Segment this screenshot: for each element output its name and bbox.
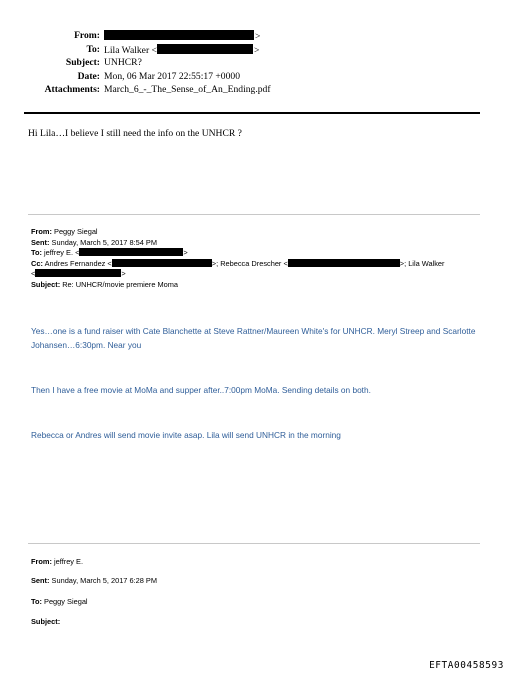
last-from-row bbox=[31, 557, 83, 566]
header-to-row bbox=[0, 44, 512, 58]
fwd-cc-cont-row bbox=[31, 269, 491, 280]
fwd-from-row bbox=[31, 227, 491, 238]
to-label: To: bbox=[86, 43, 100, 55]
redaction-bar bbox=[104, 30, 254, 40]
from-label: From: bbox=[74, 30, 100, 41]
body-paragraph-1: Yes…one is a fund raiser with Cate Blanchette at Steve Rattner/Maureen White's for UNHCR. Meryl Streep and Scarlotte Johansen…6:30pm. Near you bbox=[31, 326, 476, 350]
fwd-subject-label: Subject: bbox=[31, 279, 61, 289]
header-attachments-row bbox=[0, 84, 512, 98]
date-value: Mon, 06 Mar 2017 22:55:17 +0000 bbox=[104, 70, 240, 82]
attachment-name: March_6_-_The_Sense_of_An_Ending.pdf bbox=[104, 84, 271, 95]
fwd-cc-name-4: < bbox=[31, 269, 36, 279]
body-paragraph-3: Rebecca or Andres will send movie invite asap. Lila will send UNHCR in the morning bbox=[31, 430, 341, 440]
from-value bbox=[104, 30, 260, 42]
email-header bbox=[0, 30, 512, 98]
last-sent-label: Sent: bbox=[31, 576, 50, 585]
angle-bracket: > bbox=[255, 31, 261, 42]
fwd-sent-value: Sunday, March 5, 2017 8:54 PM bbox=[51, 237, 157, 247]
header-subject-row bbox=[0, 57, 512, 71]
last-subject-row bbox=[31, 617, 60, 626]
redaction-bar bbox=[112, 259, 212, 267]
last-to-row bbox=[31, 597, 88, 606]
fwd-sent-row bbox=[31, 238, 491, 249]
header-date-row bbox=[0, 71, 512, 85]
to-value bbox=[104, 44, 259, 56]
last-from-value: jeffrey E. bbox=[54, 557, 84, 566]
fwd-to-row bbox=[31, 248, 491, 259]
last-subject-label: Subject: bbox=[31, 617, 61, 626]
redaction-bar bbox=[79, 248, 183, 256]
header-from-row bbox=[0, 30, 512, 44]
redaction-bar bbox=[157, 44, 253, 54]
body-paragraph-2: Then I have a free movie at MoMa and supper after..7:00pm MoMa. Sending details on both. bbox=[31, 385, 371, 395]
header-divider bbox=[24, 112, 480, 114]
fwd-from-value: Peggy Siegal bbox=[54, 227, 98, 236]
section-divider bbox=[28, 543, 480, 544]
fwd-sent-label: Sent: bbox=[31, 237, 50, 247]
greeting-text: Hi Lila…I believe I still need the info on the UNHCR ? bbox=[28, 128, 242, 139]
fwd-cc-name-1: Andres Fernandez < bbox=[44, 258, 112, 268]
last-to-label: To: bbox=[31, 597, 42, 606]
fwd-from-label: From: bbox=[31, 227, 52, 236]
fwd-cc-row bbox=[31, 259, 491, 270]
bates-number: EFTA00458593 bbox=[429, 660, 504, 671]
date-label: Date: bbox=[77, 70, 100, 82]
last-to-value: Peggy Siegal bbox=[44, 597, 88, 606]
forwarded-header bbox=[31, 227, 491, 291]
attachments-label: Attachments: bbox=[44, 84, 100, 95]
angle-bracket: > bbox=[253, 44, 260, 56]
fwd-subject-value: Re: UNHCR/movie premiere Moma bbox=[62, 279, 179, 289]
fwd-to-value: jeffrey E. < bbox=[44, 248, 80, 258]
last-sent-value: Sunday, March 5, 2017 6:28 PM bbox=[51, 576, 157, 585]
fwd-cc-name-2: >; Rebecca Drescher < bbox=[211, 258, 288, 268]
fwd-cc-name-3: >; Lila Walker bbox=[399, 258, 445, 268]
redaction-bar bbox=[288, 259, 400, 267]
to-name: Lila Walker < bbox=[104, 44, 157, 56]
angle-bracket: > bbox=[183, 248, 188, 258]
section-divider bbox=[28, 214, 480, 215]
fwd-subject-row bbox=[31, 280, 491, 291]
last-sent-row bbox=[31, 576, 157, 585]
fwd-to-label: To: bbox=[31, 248, 42, 258]
subject-label: Subject: bbox=[65, 57, 100, 68]
redaction-bar bbox=[35, 269, 121, 277]
angle-bracket: > bbox=[121, 269, 126, 279]
fwd-cc-label: Cc: bbox=[31, 258, 43, 268]
last-from-label: From: bbox=[31, 557, 52, 566]
subject-value: UNHCR? bbox=[104, 57, 142, 68]
